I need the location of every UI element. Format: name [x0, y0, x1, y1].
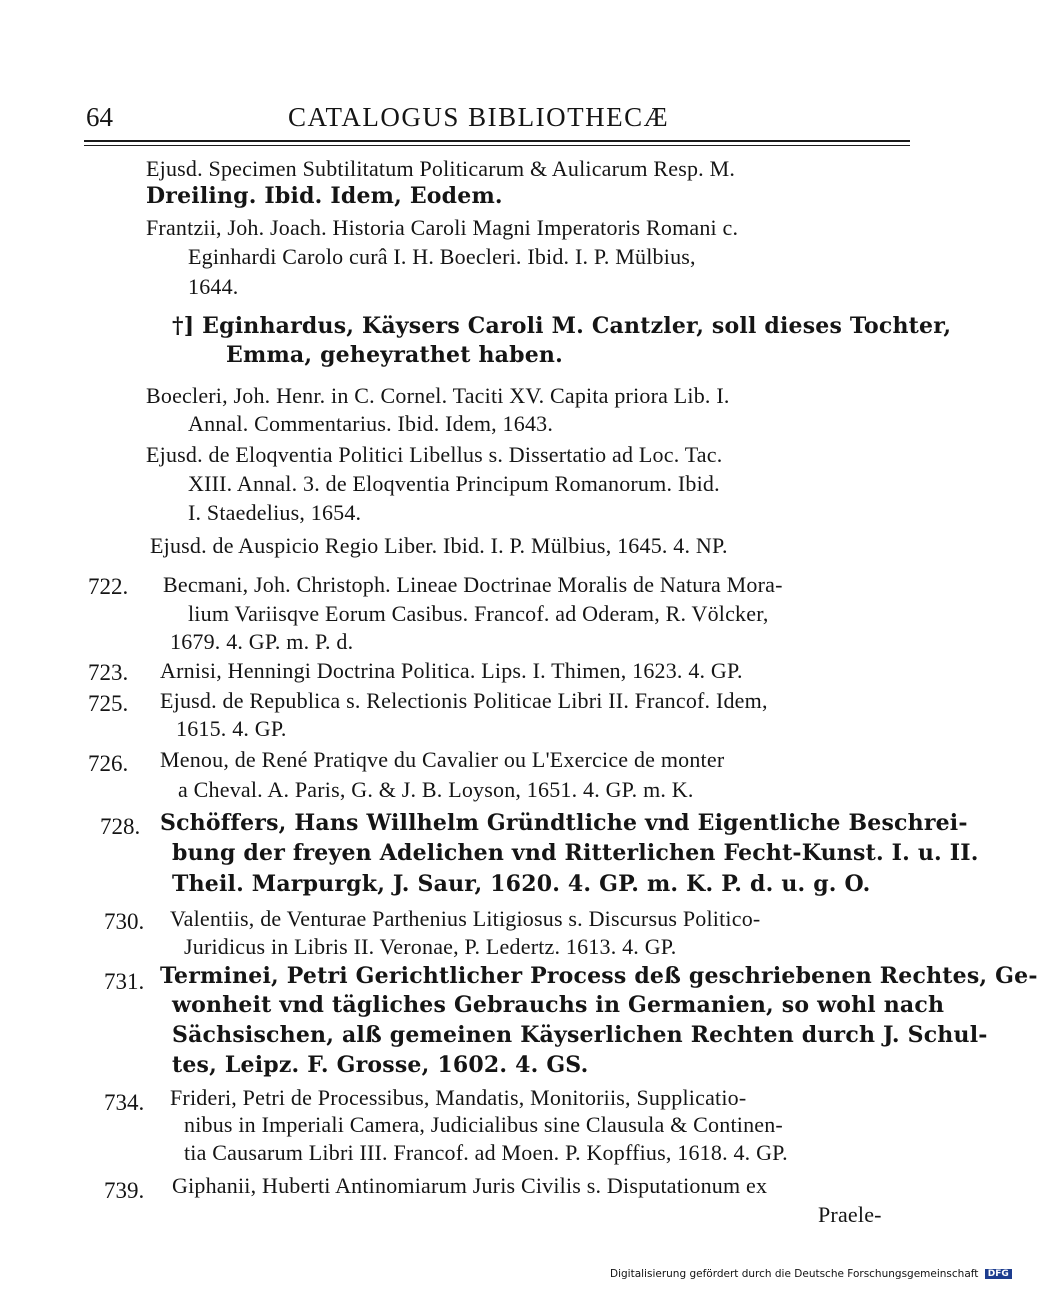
entry-number: 730.	[104, 909, 145, 934]
entry-line: lium Variisqve Eorum Casibus. Francof. ad Oderam, R. Völcker,	[188, 601, 769, 626]
entry-line: Schöffers, Hans Willhelm Gründtliche vnd Eigentliche Beschrei-	[160, 810, 968, 836]
entry-line: Arnisi, Henningi Doctrina Politica. Lips. I. Thimen, 1623. 4. GP.	[160, 658, 743, 683]
entry-line: Ejusd. Specimen Subtilitatum Politicarum & Aulicarum Resp. M.	[146, 156, 736, 181]
entry-line: Ejusd. de Eloqventia Politici Libellus s. Dissertatio ad Loc. Tac.	[146, 442, 723, 467]
entry-line: tia Causarum Libri III. Francof. ad Moen. P. Kopffius, 1618. 4. GP.	[184, 1140, 788, 1165]
entry-line: 1679. 4. GP. m. P. d.	[170, 629, 354, 654]
entry-line: a Cheval. A. Paris, G. & J. B. Loyson, 1651. 4. GP. m. K.	[178, 777, 694, 802]
entry-line: nibus in Imperiali Camera, Judicialibus sine Clausula & Continen-	[184, 1112, 783, 1137]
entry-line: I. Staedelius, 1654.	[188, 500, 362, 525]
entry-line: Annal. Commentarius. Ibid. Idem, 1643.	[188, 411, 554, 436]
entry-line: XIII. Annal. 3. de Eloqventia Principum Romanorum. Ibid.	[188, 471, 720, 496]
entry-number: 726.	[88, 751, 129, 776]
entry-line: Theil. Marpurgk, J. Saur, 1620. 4. GP. m. K. P. d. u. g. O.	[172, 871, 871, 897]
entry-line: Frideri, Petri de Processibus, Mandatis, Monitoriis, Supplicatio-	[170, 1085, 747, 1110]
entry-line: Menou, de René Pratiqve du Cavalier ou L'Exercice de monter	[160, 747, 725, 772]
entry-line: tes, Leipz. F. Grosse, 1602. 4. GS.	[172, 1052, 589, 1078]
page-number: 64	[86, 102, 113, 132]
entry-line: †] Eginhardus, Käysers Caroli M. Cantzler, soll dieses Tochter,	[172, 313, 952, 339]
catchword: Praele-	[818, 1202, 882, 1227]
entry-number: 739.	[104, 1178, 145, 1203]
entry-number: 722.	[88, 574, 129, 599]
entry-number: 723.	[88, 660, 129, 685]
entry-line: Valentiis, de Venturae Parthenius Litigiosus s. Discursus Politico-	[170, 906, 761, 931]
entry-line: 1615. 4. GP.	[176, 716, 287, 741]
entry-line: Giphanii, Huberti Antinomiarum Juris Civilis s. Disputationum ex	[172, 1173, 768, 1198]
entry-line: Dreiling. Ibid. Idem, Eodem.	[146, 183, 503, 209]
credit-text: Digitalisierung gefördert durch die Deutsche Forschungsgemeinschaft	[610, 1268, 979, 1280]
entry-line: bung der freyen Adelichen vnd Ritterlichen Fecht-Kunst. I. u. II.	[172, 840, 979, 866]
entry-line: Sächsischen, alß gemeinen Käyserlichen Rechten durch J. Schul-	[172, 1022, 988, 1048]
header-rule-thin	[84, 145, 910, 146]
entry-line: Becmani, Joh. Christoph. Lineae Doctrinae Moralis de Natura Mora-	[163, 572, 783, 597]
entry-line: Ejusd. de Auspicio Regio Liber. Ibid. I. P. Mülbius, 1645. 4. NP.	[150, 533, 728, 558]
entry-line: Eginhardi Carolo curâ I. H. Boecleri. Ibid. I. P. Mülbius,	[188, 244, 696, 269]
dfg-logo: DFG	[985, 1269, 1012, 1279]
entry-line: wonheit vnd tägliches Gebrauchs in Germanien, so wohl nach	[172, 992, 945, 1018]
header-rule	[84, 140, 910, 142]
entry-number: 734.	[104, 1090, 145, 1115]
entry-line: 1644.	[188, 274, 239, 299]
entry-line: Terminei, Petri Gerichtlicher Process deß geschriebenen Rechtes, Ge-	[160, 963, 1038, 989]
running-title: CATALOGUS BIBLIOTHECÆ	[288, 102, 670, 132]
entry-number: 731.	[104, 969, 145, 994]
digitization-credit	[610, 1268, 1009, 1284]
entry-line: Emma, geheyrathet haben.	[226, 342, 563, 368]
entry-line: Ejusd. de Republica s. Relectionis Politicae Libri II. Francof. Idem,	[160, 688, 768, 713]
entry-line: Frantzii, Joh. Joach. Historia Caroli Magni Imperatoris Romani c.	[146, 215, 739, 240]
entry-number: 725.	[88, 691, 129, 716]
entry-line: Boecleri, Joh. Henr. in C. Cornel. Taciti XV. Capita priora Lib. I.	[146, 383, 730, 408]
entry-line: Juridicus in Libris II. Veronae, P. Ledertz. 1613. 4. GP.	[184, 934, 677, 959]
entry-number: 728.	[100, 814, 141, 839]
